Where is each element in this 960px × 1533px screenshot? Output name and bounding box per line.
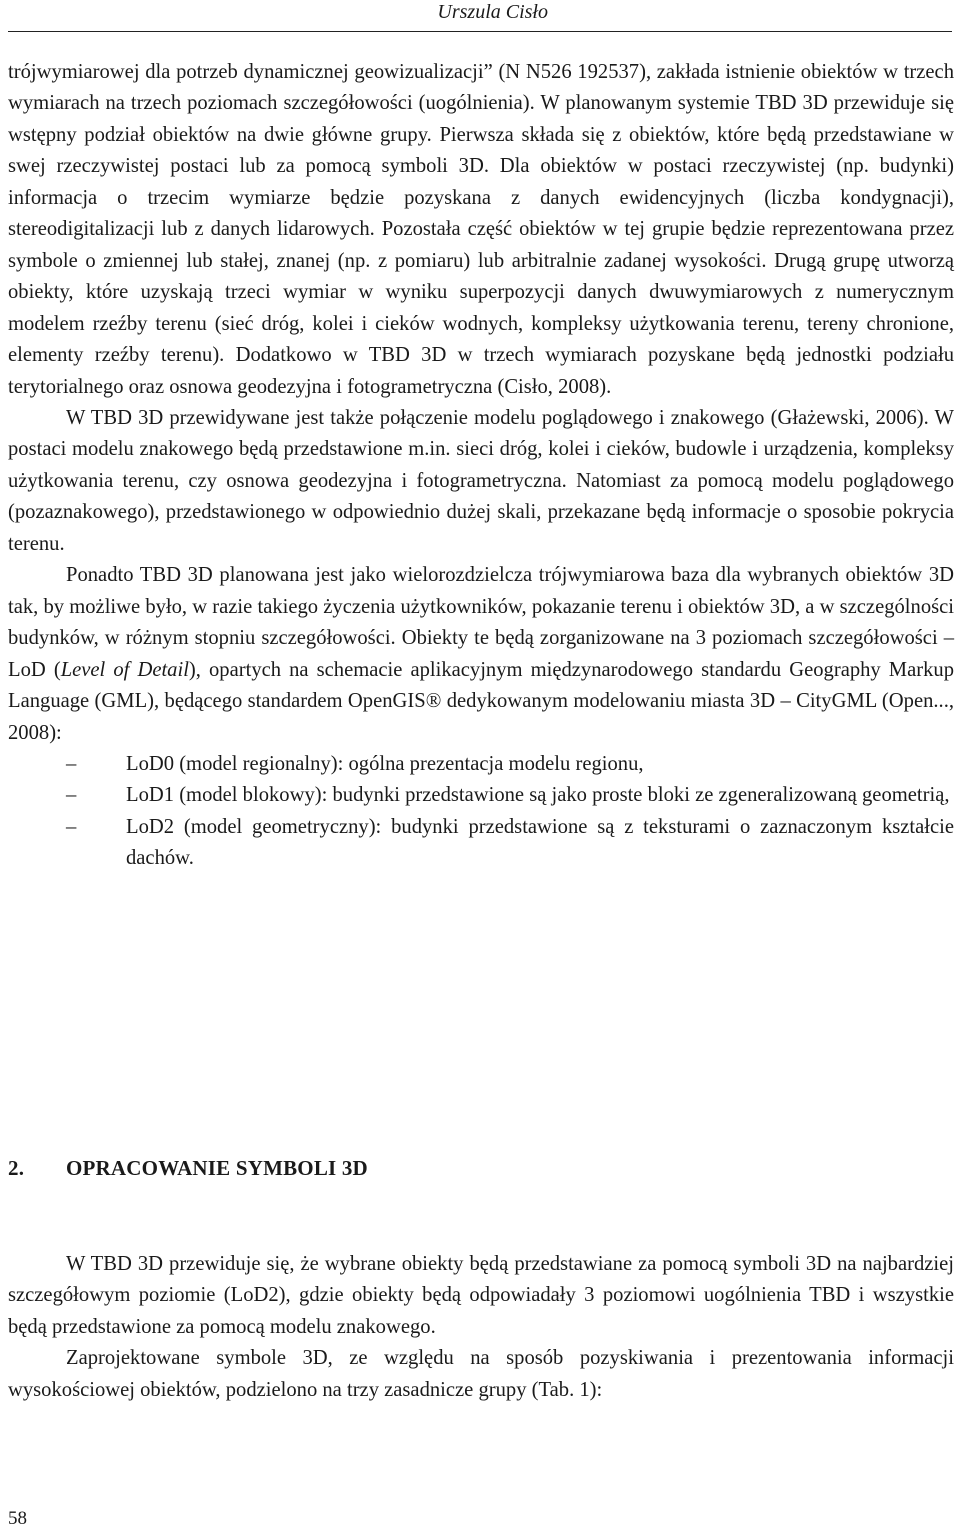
list-item-text: LoD1 (model blokowy): budynki przedstawione są jako proste bloki ze zgeneralizowaną geometrią,	[126, 784, 950, 807]
paragraph-3	[8, 560, 954, 749]
list-item-text: LoD2 (model geometryczny): budynki przedstawione są z teksturami o zaznaczonym kształcie dachów.	[126, 815, 954, 870]
paragraph-3-text-end: ), opartych na schemacie aplikacyjnym międzynarodowego standardu Geography Markup Language (GML), będącego standardem OpenGIS® dedykowanym modelowaniu miasta 3D – CityGML (Open..., 2008):	[8, 658, 954, 744]
list-dash: –	[66, 815, 77, 838]
section-paragraph-2: Zaprojektowane symbole 3D, ze względu na sposób pozyskiwania i prezentowania informacji wysokościowej obiektów, podzielono na trzy zasadnicze grupy (Tab. 1):	[8, 1347, 954, 1401]
list-item-text: LoD0 (model regionalny): ogólna prezentacja modelu regionu,	[126, 752, 644, 775]
page-number: 58	[8, 1508, 27, 1529]
body-text	[8, 57, 954, 875]
list-item	[8, 812, 954, 875]
section-paragraph-1: W TBD 3D przewiduje się, że wybrane obiekty będą przedstawiane za pomocą symboli 3D na najbardziej szczegółowym poziomie (LoD2), gdzie obiekty będą odpowiadały 3 poziomowi uogólnienia TBD i wszystkie będą przedstawione za pomocą modelu znakowego.	[8, 1253, 954, 1338]
list-dash: –	[66, 752, 77, 775]
list-item	[8, 749, 954, 780]
section-title: OPRACOWANIE SYMBOLI 3D	[66, 1156, 368, 1180]
list-item	[8, 780, 954, 811]
running-header-author: Urszula Cisło	[437, 1, 548, 23]
paragraph-2: W TBD 3D przewidywane jest także połączenie modelu poglądowego i znakowego (Głażewski, 2006). W postaci modelu znakowego będą przedstawione m.in. sieci dróg, kolei i cieków, budowle i urządzenia, kompleksy użytkowania terenu, czy osnowa geodezyjna i fotogrametryczna. Natomiast za pomocą modelu poglądowego (pozaznakowego), przedstawionego w odpowiednio dużej skali, przekazane będą informacje o sposobie pokrycia terenu.	[8, 406, 954, 555]
section-number: 2.	[8, 1156, 25, 1180]
paragraph-3-text-start: Ponadto TBD 3D planowana jest jako wielorozdzielcza trójwymiarowa baza dla wybranych obiektów 3D tak, by możliwe było, w razie takiego życzenia użytkowników, pokazanie terenu i obiektów 3D, a w szczególności budynków, w różnym stopniu szczegółowości. Obiekty te będą zorganizowane na 3 poziomach szczegółowości – LoD (	[8, 564, 954, 681]
paragraph-1: trójwymiarowej dla potrzeb dynamicznej geowizualizacji” (N N526 192537), zakłada istnienie obiektów w trzech wymiarach na trzech poziomach szczegółowości (uogólnienia). W planowanym systemie TBD 3D przewiduje się wstępny podział obiektów na dwie główne grupy. Pierwsza składa się z obiektów, które będą przedstawiane w swej rzeczywistej postaci lub za pomocą symboli 3D. Dla obiektów w postaci rzeczywistej (np. budynki) informacja o trzecim wymiarze będzie pozyskana z danych ewidencyjnych (liczba kondygnacji), stereodigitalizacji lub z danych lidarowych. Pozostała część obiektów w tej grupie będzie reprezentowana przez symbole o zmiennej lub stałej, znanej (np. z pomiaru) lub arbitralnie zadanej wysokości. Drugą grupę utworzą obiekty, które uzyskają trzeci wymiar w wyniku superpozycji danych dwuwymiarowych z numerycznym modelem rzeźby terenu (sieć dróg, kolei i cieków wodnych, kompleksy użytkowania terenu, tereny chronione, elementy rzeźby terenu). Dodatkowo w TBD 3D w trzech wymiarach pozyskane będą jednostki podziału terytorialnego oraz osnowa geodezyjna i fotogrametryczna (Cisło, 2008).	[8, 61, 954, 398]
section-heading	[8, 1152, 368, 1184]
list-dash: –	[66, 784, 77, 807]
header-rule	[8, 31, 952, 32]
section-body	[8, 1249, 954, 1406]
paragraph-3-term-level-of-detail: Level of Detail	[60, 658, 189, 681]
lod-list	[8, 749, 954, 875]
